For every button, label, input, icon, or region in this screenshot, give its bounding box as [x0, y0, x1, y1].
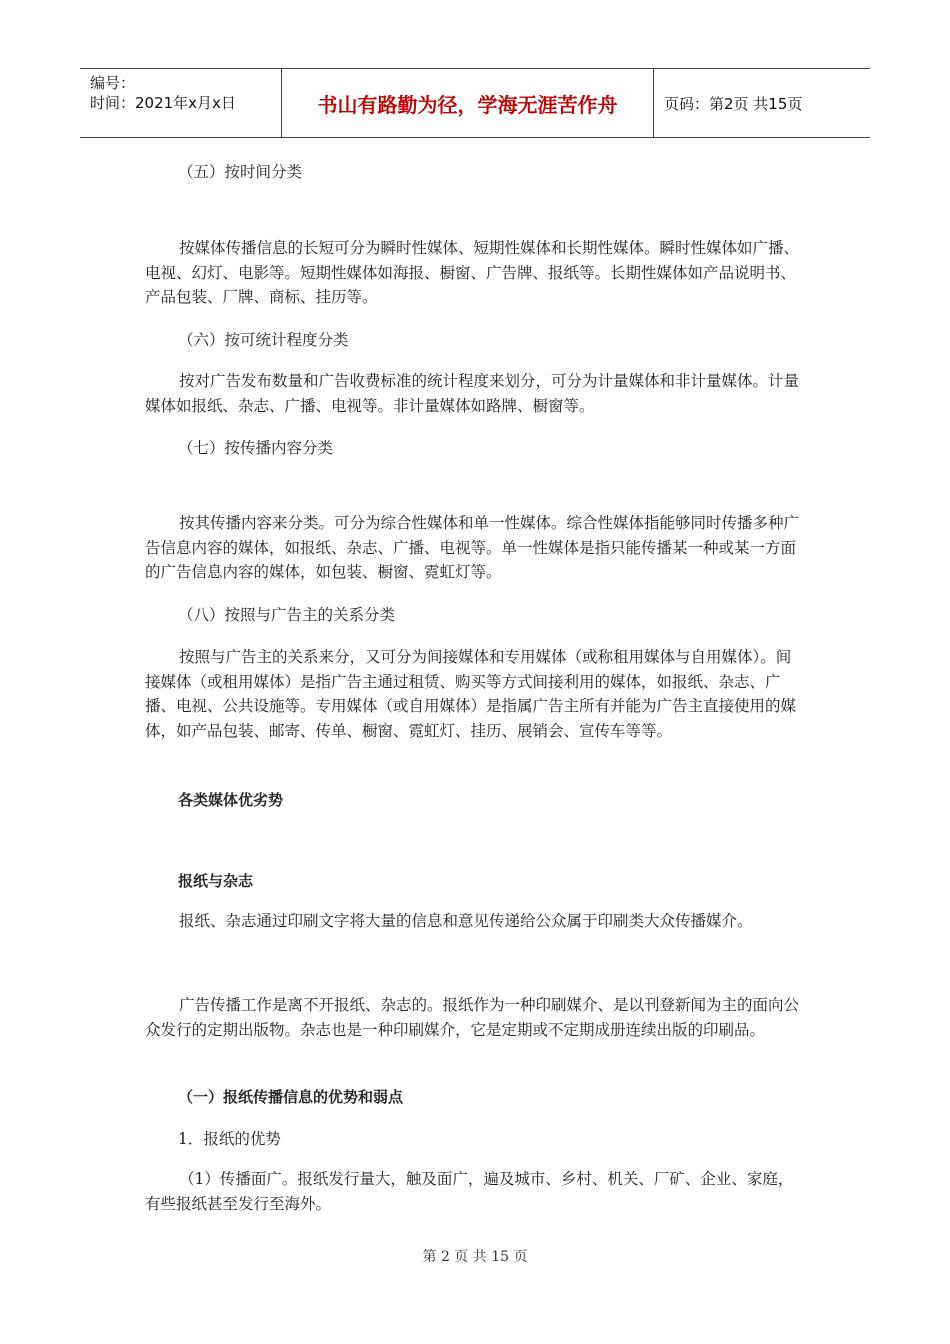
paragraph-news-detail: 广告传播工作是离不开报纸、杂志的。报纸作为一种印刷媒介、是以刊登新闻为主的面向公众发行的定期出版物。杂志也是一种印刷媒介，它是定期或不定期成册连续出版的印刷品。 — [145, 996, 800, 1039]
header-info — [80, 69, 281, 137]
heading-by-advertiser: （八）按照与广告主的关系分类 — [178, 606, 396, 624]
header-page-label: 页码：第2页 共15页 — [664, 94, 803, 113]
heading-by-content: （七）按传播内容分类 — [178, 439, 334, 457]
paragraph-news-intro: 报纸、杂志通过印刷文字将大量的信息和意见传递给公众属于印刷类大众传播媒介。 — [179, 912, 753, 930]
paragraph-by-time: 按媒体传播信息的长短可分为瞬时性媒体、短期性媒体和长期性媒体。瞬时性媒体如广播、电视、幻灯、电影等。短期性媒体如海报、橱窗、广告牌、报纸等。长期性媒体如产品说明书、产品包装、厂牌、商标、挂历等。 — [145, 239, 800, 306]
heading-newspaper-pros-cons: （一）报纸传播信息的优势和弱点 — [178, 1088, 404, 1106]
subsection-title: 报纸与杂志 — [178, 872, 254, 890]
section-title: 各类媒体优劣势 — [178, 791, 284, 809]
paragraph-advantage-1: （1）传播面广。报纸发行量大，触及面广，遍及城市、乡村、机关、厂矿、企业、家庭，有些报纸甚至发行至海外。 — [145, 1170, 794, 1213]
page-footer: 第 2 页 共 15 页 — [422, 1249, 528, 1265]
paragraph-by-content: 按其传播内容来分类。可分为综合性媒体和单一性媒体。综合性媒体指能够同时传播多种广告信息内容的媒体，如报纸、杂志、广播、电视等。单一性媒体是指只能传播某一种或某一方面的广告信息内容的媒体，如包装、橱窗、霓虹灯等。 — [145, 514, 800, 581]
page-header — [80, 68, 870, 138]
time-label: 时间：2021年x月x日 — [90, 94, 236, 112]
heading-newspaper-advantages: 1．报纸的优势 — [178, 1130, 281, 1148]
paragraph-by-statistics: 按对广告发布数量和广告收费标准的统计程度来划分，可分为计量媒体和非计量媒体。计量媒体如报纸、杂志、广播、电视等。非计量媒体如路牌、橱窗等。 — [145, 372, 800, 415]
heading-by-statistics: （六）按可统计程度分类 — [178, 331, 349, 349]
number-label: 编号： — [90, 74, 136, 92]
heading-by-time: （五）按时间分类 — [178, 163, 303, 181]
paragraph-by-advertiser: 按照与广告主的关系来分，又可分为间接媒体和专用媒体（或称租用媒体与自用媒体）。间接媒体（或租用媒体）是指广告主通过租赁、购买等方式间接利用的媒体，如报纸、杂志、广播、电视、公共设施等。专用媒体（或自用媒体）是指属广告主所有并能为广告主直接使用的媒体，如产品包装、邮寄、传单、橱窗、霓虹灯、挂历、展销会、宣传车等等。 — [145, 648, 797, 740]
header-motto: 书山有路勤为径，学海无涯苦作舟 — [281, 69, 654, 137]
